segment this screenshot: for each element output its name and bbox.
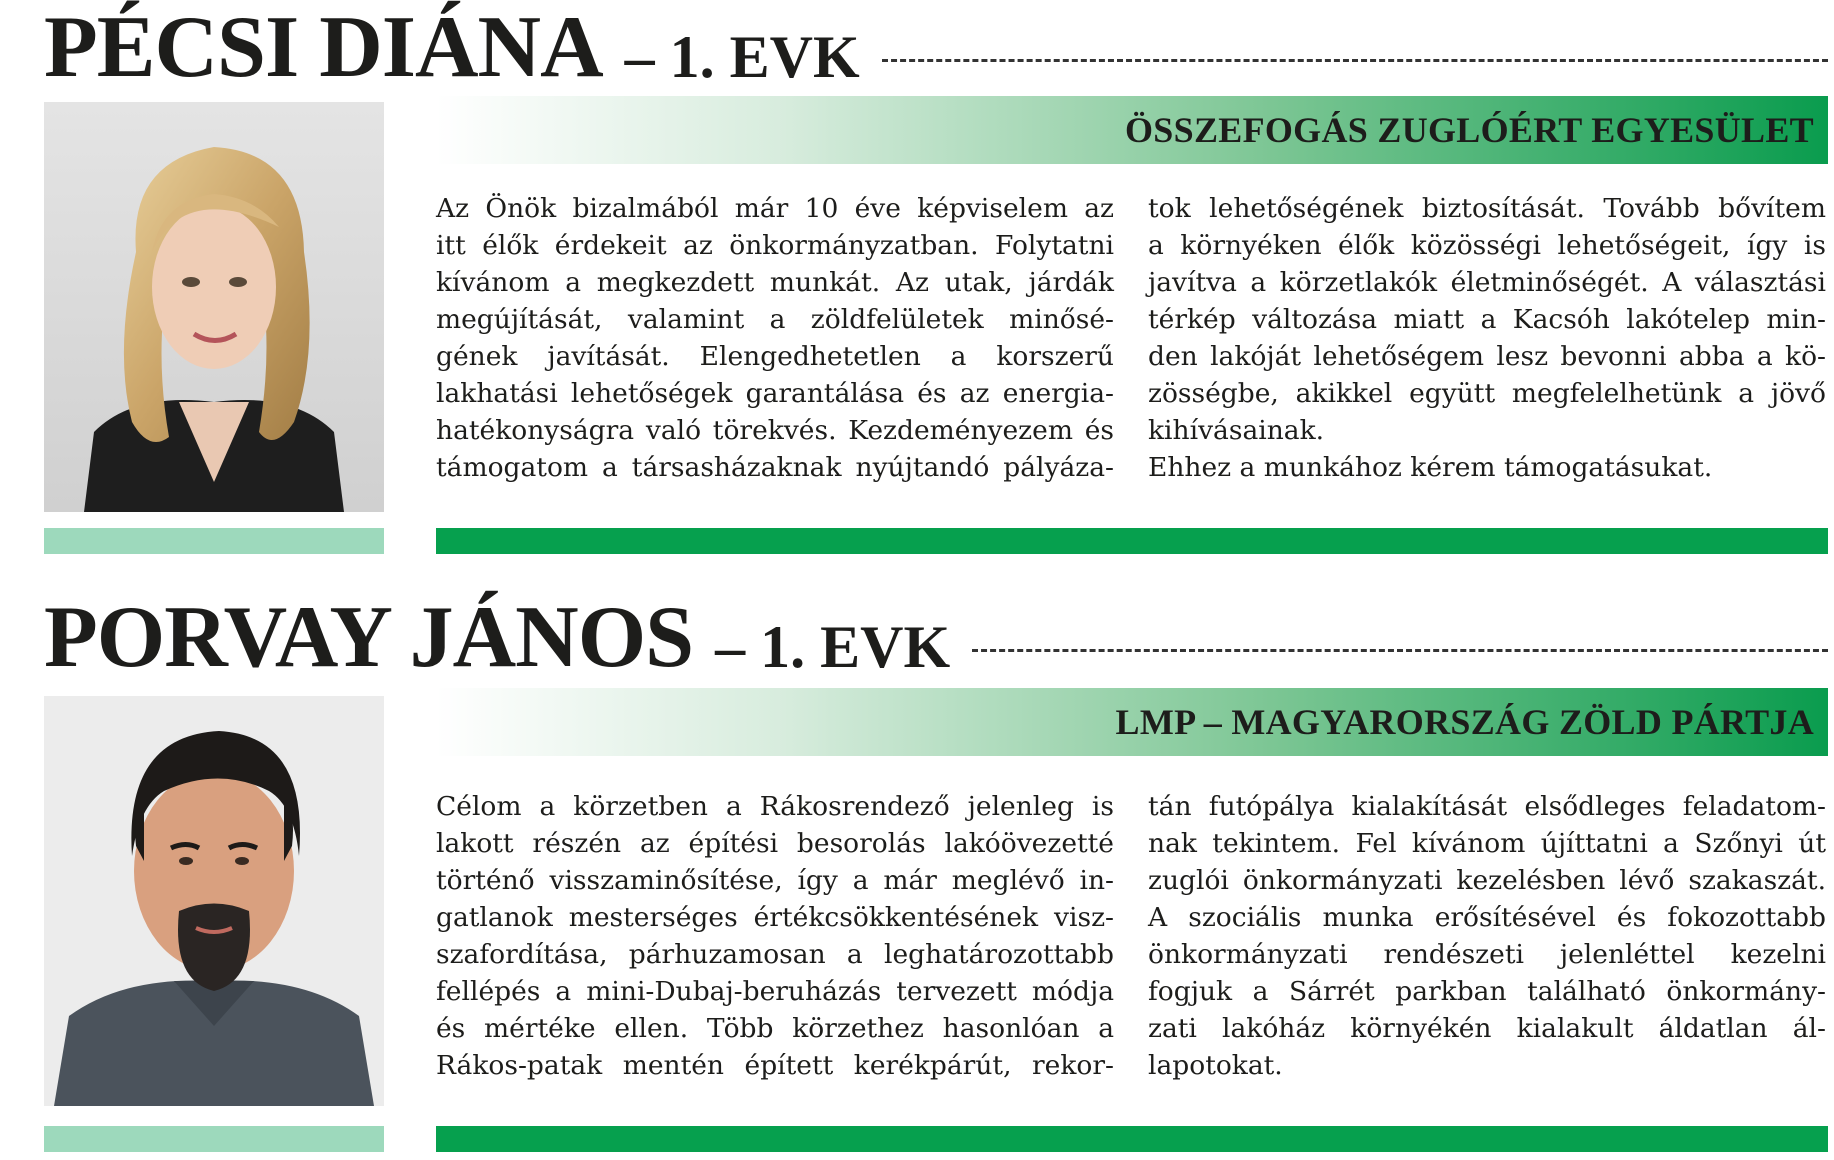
statement-column-right xyxy=(1148,788,1826,1084)
candidate-district: – 1. EVK xyxy=(715,614,951,680)
statement-line: zati lakóház környékén kialakult áldatlan ál- xyxy=(1148,1013,1826,1044)
statement-line: gatlanok mesterséges értékcsökkentésének visz- xyxy=(436,902,1114,933)
statement-line: megújítását, valamint a zöldfelületek minősé- xyxy=(436,304,1114,335)
statement-line: fogjuk a Sárrét parkban található önkormány- xyxy=(1148,976,1826,1007)
organization-name: LMP – MAGYARORSZÁG ZÖLD PÁRTJA xyxy=(1115,702,1814,742)
statement-line: hatékonyságra való törekvés. Kezdeményezem és xyxy=(436,415,1114,446)
candidate-name: PÉCSI DIÁNA xyxy=(44,0,603,96)
organization-name: ÖSSZEFOGÁS ZUGLÓÉRT EGYESÜLET xyxy=(1125,110,1814,150)
statement-column-right xyxy=(1148,190,1826,486)
statement-line: térkép változása miatt a Kacsóh lakótelep min- xyxy=(1148,304,1826,335)
statement-line: kívánom a megkezdett munkát. Az utak, járdák xyxy=(436,267,1114,298)
statement-line: kihívásainak. xyxy=(1148,415,1325,446)
heading-dashed-rule xyxy=(882,59,1828,62)
statement-line: den lakóját lehetőségem lesz bevonni abba a kö- xyxy=(1148,341,1826,372)
statement-line: önkormányzati rendészeti jelenléttel kezelni xyxy=(1148,939,1826,970)
statement-line: és mértéke ellen. Több körzethez hasonlóan a xyxy=(436,1013,1114,1044)
statement-line: A szociális munka erősítésével és fokozottabb xyxy=(1148,902,1826,933)
statement-line: Az Önök bizalmából már 10 éve képviselem az xyxy=(436,193,1114,224)
statement-line: Rákos-patak mentén épített kerékpárút, rekor- xyxy=(436,1050,1114,1081)
statement-line: nak tekintem. Fel kívánom újíttatni a Szőnyi út xyxy=(1148,828,1826,859)
text-footer-bar xyxy=(436,1126,1828,1152)
statement-line: tán futópálya kialakítását elsődleges feladatom- xyxy=(1148,791,1826,822)
heading-dashed-rule xyxy=(972,649,1828,652)
organization-banner xyxy=(436,96,1828,164)
candidate-photo xyxy=(44,696,384,1106)
organization-banner xyxy=(436,688,1828,756)
text-footer-bar xyxy=(436,528,1828,554)
statement-line: gének javítását. Elengedhetetlen a korszerű xyxy=(436,341,1114,372)
statement-line: lakott részén az építési besorolás lakóövezetté xyxy=(436,828,1114,859)
statement-line: Célom a körzetben a Rákosrendező jelenleg is xyxy=(436,791,1114,822)
statement-line: tok lehetőségének biztosítását. Tovább bővítem xyxy=(1148,193,1826,224)
portrait-man-image xyxy=(44,696,384,1106)
statement-line: lapotokat. xyxy=(1148,1050,1283,1081)
candidate-name: PORVAY JÁNOS xyxy=(44,589,694,686)
candidate-heading xyxy=(44,0,1834,96)
statement-line: fellépés a mini-Dubaj-beruházás tervezett módja xyxy=(436,976,1114,1007)
statement-line: szafordítása, párhuzamosan a leghatározottabb xyxy=(436,939,1114,970)
statement-column-left xyxy=(436,190,1114,486)
statement-line: Ehhez a munkához kérem támogatásukat. xyxy=(1148,452,1713,483)
portrait-woman-image xyxy=(44,102,384,512)
photo-footer-bar xyxy=(44,1126,384,1152)
candidate-photo xyxy=(44,102,384,512)
statement-column-left xyxy=(436,788,1114,1084)
statement-line: zösségbe, akikkel együtt megfelelhetünk a jövő xyxy=(1148,378,1826,409)
statement-line: a környéken élők közösségi lehetőségeit, így is xyxy=(1148,230,1826,261)
statement-line: itt élők érdekeit az önkormányzatban. Folytatni xyxy=(436,230,1114,261)
statement-line: zuglói önkormányzati kezelésben lévő szakaszát. xyxy=(1148,865,1826,896)
statement-line: történő visszaminősítése, így a már meglévő in- xyxy=(436,865,1114,896)
statement-line: lakhatási lehetőségek garantálása és az energia- xyxy=(436,378,1114,409)
statement-line: javítva a körzetlakók életminőségét. A választási xyxy=(1148,267,1826,298)
candidate-district: – 1. EVK xyxy=(624,24,860,90)
statement-line: támogatom a társasházaknak nyújtandó pályáza- xyxy=(436,452,1114,483)
candidate-heading xyxy=(44,589,1834,686)
photo-footer-bar xyxy=(44,528,384,554)
